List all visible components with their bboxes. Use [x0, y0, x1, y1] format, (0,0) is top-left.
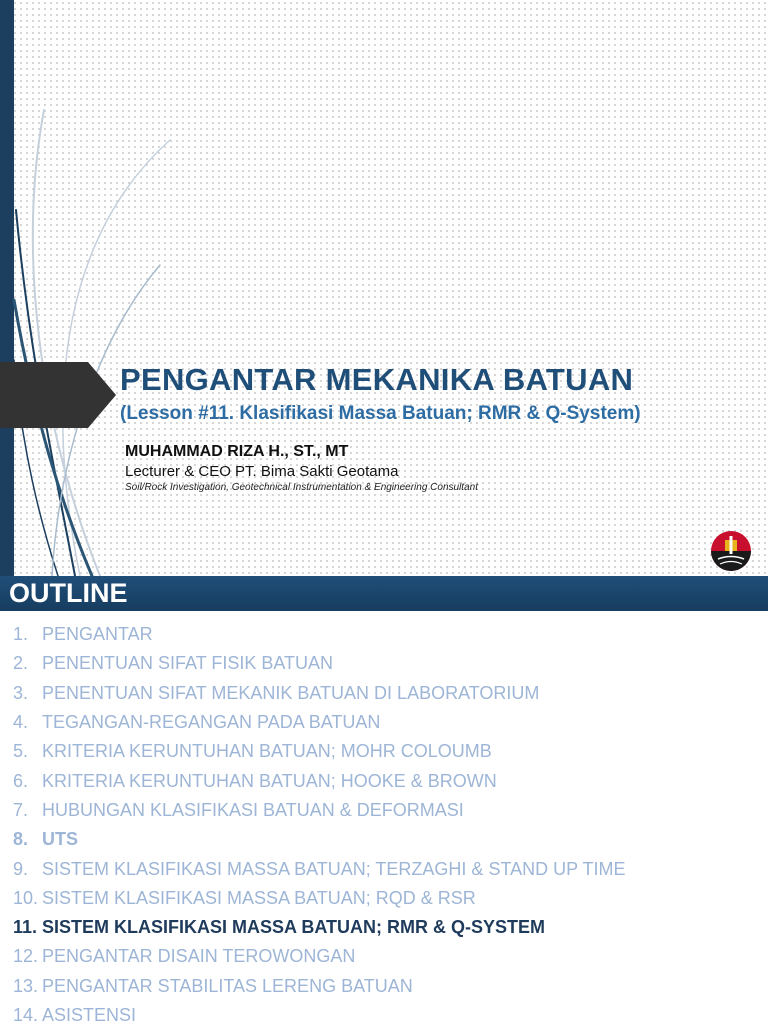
item-number: 8. — [13, 829, 29, 850]
outline-heading: OUTLINE — [9, 578, 128, 608]
item-number: 13. — [13, 975, 39, 996]
item-number: 1. — [13, 624, 29, 645]
item-number: 3. — [13, 682, 29, 703]
company-tagline: Soil/Rock Investigation, Geotechnical Instrumentation & Engineering Consultant — [125, 482, 478, 493]
title-arrow-tab — [0, 362, 116, 428]
item-number: 6. — [13, 770, 29, 791]
outline-slide — [0, 576, 768, 1024]
presentation-subtitle: (Lesson #11. Klasifikasi Massa Batuan; RMR & Q-System) — [120, 403, 641, 424]
item-label: SISTEM KLASIFIKASI MASSA BATUAN; RMR & Q-SYSTEM — [42, 917, 545, 938]
item-label: SISTEM KLASIFIKASI MASSA BATUAN; RQD & RSR — [42, 887, 476, 908]
outline-item-1 — [13, 620, 625, 649]
university-logo-icon — [710, 530, 752, 572]
item-label: UTS — [42, 829, 78, 850]
outline-item-5 — [13, 737, 625, 766]
item-label: ASISTENSI — [42, 1005, 137, 1024]
item-number: 12. — [13, 946, 39, 967]
item-number: 7. — [13, 799, 29, 820]
author-role: Lecturer & CEO PT. Bima Sakti Geotama — [125, 463, 399, 480]
item-number: 14. — [13, 1005, 39, 1024]
item-number: 11. — [13, 917, 38, 938]
outline-item-13 — [13, 972, 625, 1001]
item-label: HUBUNGAN KLASIFIKASI BATUAN & DEFORMASI — [42, 799, 464, 820]
outline-item-2 — [13, 649, 625, 678]
outline-list — [13, 620, 625, 1024]
outline-item-6 — [13, 766, 625, 795]
author-name: MUHAMMAD RIZA H., ST., MT — [125, 443, 349, 460]
item-number: 5. — [13, 741, 29, 762]
item-label: PENGANTAR — [42, 624, 153, 645]
outline-item-4 — [13, 708, 625, 737]
item-number: 9. — [13, 858, 29, 879]
item-label: SISTEM KLASIFIKASI MASSA BATUAN; TERZAGHI & STAND UP TIME — [42, 858, 626, 879]
item-label: PENENTUAN SIFAT MEKANIK BATUAN DI LABORATORIUM — [42, 682, 540, 703]
item-label: PENGANTAR DISAIN TEROWONGAN — [42, 946, 356, 967]
outline-item-11-current — [13, 913, 625, 942]
item-label: PENENTUAN SIFAT FISIK BATUAN — [42, 653, 334, 674]
outline-header-bar — [0, 576, 768, 611]
outline-item-3 — [13, 679, 625, 708]
item-number: 2. — [13, 653, 29, 674]
outline-item-8 — [13, 825, 625, 854]
outline-item-14 — [13, 1001, 625, 1024]
outline-item-12 — [13, 942, 625, 971]
item-number: 10. — [13, 887, 39, 908]
outline-item-10 — [13, 884, 625, 913]
item-label: KRITERIA KERUNTUHAN BATUAN; MOHR COLOUMB — [42, 741, 492, 762]
item-label: KRITERIA KERUNTUHAN BATUAN; HOOKE & BROWN — [42, 770, 497, 791]
item-label: PENGANTAR STABILITAS LERENG BATUAN — [42, 975, 413, 996]
outline-item-9 — [13, 854, 625, 883]
item-label: TEGANGAN-REGANGAN PADA BATUAN — [42, 712, 381, 733]
presentation-title: PENGANTAR MEKANIKA BATUAN — [120, 362, 634, 397]
item-number: 4. — [13, 712, 29, 733]
outline-item-7 — [13, 796, 625, 825]
